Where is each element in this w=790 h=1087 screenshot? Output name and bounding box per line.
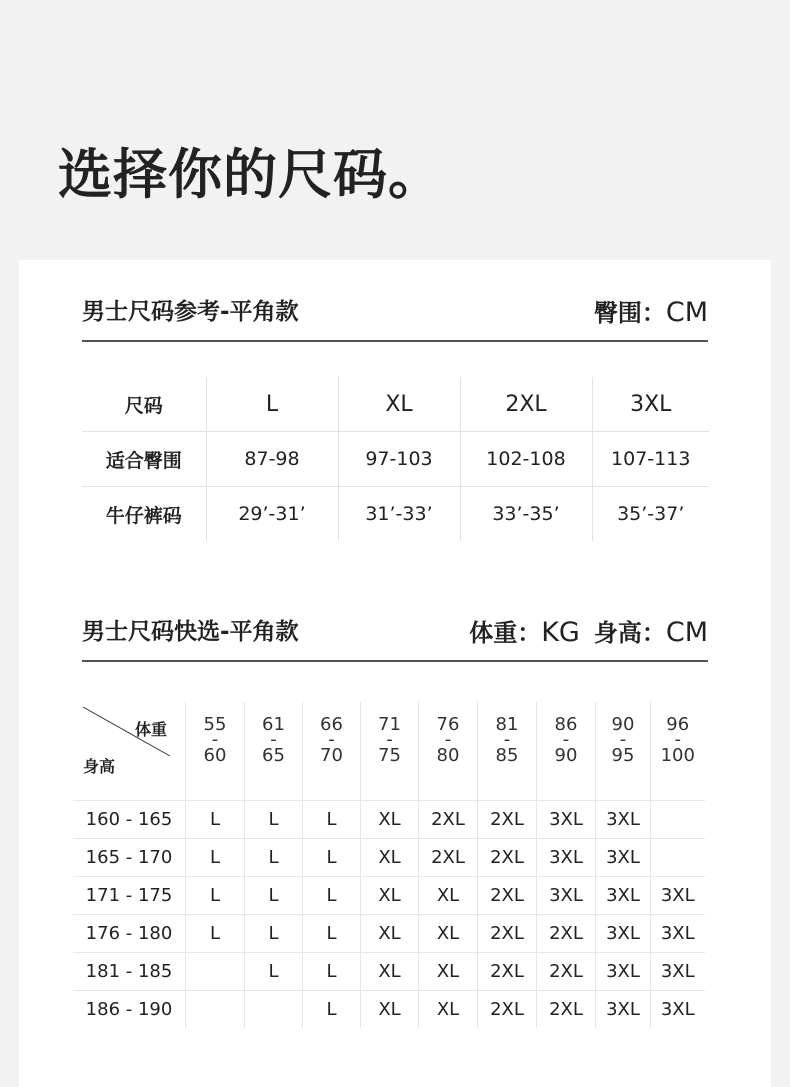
size-cell: 2XL: [478, 801, 537, 839]
size-cell: 3XL: [596, 877, 651, 915]
reference-section-header: [82, 297, 708, 342]
table-cell: 33’-35’: [460, 487, 592, 542]
size-cell: 3XL: [537, 839, 596, 877]
row-label: 适合臀围: [82, 432, 206, 487]
weight-to: 95: [611, 745, 635, 766]
table-cell: 31’-33’: [338, 487, 460, 542]
size-cell: 3XL: [596, 801, 651, 839]
size-cell: 2XL: [478, 877, 537, 915]
size-cell: [186, 991, 245, 1029]
size-cell: L: [186, 801, 245, 839]
table-row: [73, 953, 705, 991]
size-cell: 3XL: [651, 953, 705, 991]
weight-to: 80: [436, 745, 460, 766]
size-cell: XL: [361, 801, 419, 839]
size-cell: 2XL: [537, 991, 596, 1029]
table-cell: 107-113: [592, 432, 709, 487]
size-cell: L: [245, 915, 303, 953]
weight-to: 90: [554, 745, 578, 766]
size-cell: L: [186, 839, 245, 877]
height-range-cell: 165 - 170: [73, 839, 186, 877]
table-row: [82, 487, 709, 542]
size-cell: 2XL: [478, 991, 537, 1029]
size-cell: 2XL: [478, 839, 537, 877]
weight-range-cell: 55 - 60: [186, 702, 245, 801]
quick-title: 男士尺码快选-平角款: [82, 619, 299, 645]
size-cell: 3XL: [651, 915, 705, 953]
weight-to: 60: [203, 745, 227, 766]
weight-range-cell: 96 - 100: [651, 702, 705, 801]
weight-to: 75: [378, 745, 401, 766]
size-cell: L: [303, 801, 361, 839]
weight-to: 85: [495, 745, 519, 766]
size-cell: 2XL: [478, 953, 537, 991]
diagonal-divider: [73, 702, 185, 800]
weight-from: 81: [495, 714, 519, 735]
size-reference-table: [82, 377, 709, 541]
quick-units: [469, 613, 708, 648]
quick-section-header: [82, 617, 708, 662]
header-cell: XL: [338, 377, 460, 432]
corner-weight-label: 体重: [135, 720, 168, 739]
size-cell: XL: [361, 877, 419, 915]
size-cell: 2XL: [537, 953, 596, 991]
size-cell: L: [186, 915, 245, 953]
weight-to: 70: [320, 745, 343, 766]
size-cell: 3XL: [537, 877, 596, 915]
size-cell: XL: [419, 915, 478, 953]
size-cell: 3XL: [596, 953, 651, 991]
weight-from: 71: [378, 714, 401, 735]
corner-height-label: 身高: [83, 757, 116, 776]
table-row: [73, 991, 705, 1029]
reference-title: 男士尺码参考-平角款: [82, 299, 299, 325]
height-range-cell: 160 - 165: [73, 801, 186, 839]
weight-from: 76: [436, 714, 460, 735]
size-cell: 2XL: [419, 801, 478, 839]
weight-from: 86: [554, 714, 578, 735]
size-cell: 3XL: [596, 915, 651, 953]
row-label: 牛仔裤码: [82, 487, 206, 542]
table-cell: 29’-31’: [206, 487, 338, 542]
size-cell: [651, 839, 705, 877]
weight-from: 66: [320, 714, 343, 735]
weight-range-cell: 66 - 70: [303, 702, 361, 801]
size-cell: XL: [361, 953, 419, 991]
corner-cell: [73, 702, 186, 801]
table-row: [73, 877, 705, 915]
size-cell: L: [245, 877, 303, 915]
table-row: [73, 915, 705, 953]
weight-range-cell: 76 - 80: [419, 702, 478, 801]
table-row: [82, 432, 709, 487]
table-cell: 35’-37’: [592, 487, 709, 542]
size-cell: 3XL: [537, 801, 596, 839]
size-cell: XL: [419, 877, 478, 915]
size-cell: [651, 801, 705, 839]
height-range-cell: 176 - 180: [73, 915, 186, 953]
weight-unit-value: KG: [541, 617, 580, 648]
height-unit-label: 身高：: [593, 619, 666, 647]
weight-range-cell: 61 - 65: [245, 702, 303, 801]
size-cell: 2XL: [419, 839, 478, 877]
size-cell: 2XL: [537, 915, 596, 953]
table-header-row: [82, 377, 709, 432]
size-cell: L: [245, 953, 303, 991]
weight-unit-label: 体重：: [469, 619, 542, 647]
weight-range-cell: 71 - 75: [361, 702, 419, 801]
size-quick-select-table: [73, 702, 705, 1028]
weight-header-row: [73, 702, 705, 801]
reference-unit-value: CM: [665, 297, 708, 328]
height-unit-value: CM: [665, 617, 708, 648]
weight-from: 96: [666, 714, 690, 735]
size-cell: 2XL: [478, 915, 537, 953]
size-cell: L: [245, 801, 303, 839]
size-cell: L: [186, 877, 245, 915]
size-cell: L: [303, 877, 361, 915]
size-cell: 3XL: [596, 991, 651, 1029]
size-cell: L: [303, 915, 361, 953]
size-cell: L: [303, 991, 361, 1029]
weight-from: 55: [203, 714, 227, 735]
size-cell: [186, 953, 245, 991]
page-title: 选择你的尺码。: [58, 143, 443, 206]
table-cell: 87-98: [206, 432, 338, 487]
header-cell: 3XL: [592, 377, 709, 432]
table-row: [73, 839, 705, 877]
size-cell: 3XL: [651, 991, 705, 1029]
weight-from: 90: [611, 714, 635, 735]
weight-from: 61: [262, 714, 285, 735]
size-cell: XL: [361, 991, 419, 1029]
table-cell: 97-103: [338, 432, 460, 487]
reference-unit-label: 臀围：: [593, 299, 666, 327]
size-cell: L: [303, 953, 361, 991]
weight-range-cell: 90 - 95: [596, 702, 651, 801]
header-cell: 尺码: [124, 394, 163, 417]
size-guide-card: [19, 260, 771, 1087]
size-cell: 3XL: [596, 839, 651, 877]
quick-table-body: [73, 801, 705, 1029]
table-cell: 102-108: [460, 432, 592, 487]
height-range-cell: 171 - 175: [73, 877, 186, 915]
reference-unit: [594, 293, 708, 328]
size-cell: [245, 991, 303, 1029]
header-cell: L: [206, 377, 338, 432]
size-cell: XL: [419, 953, 478, 991]
weight-range-cell: 86 - 90: [537, 702, 596, 801]
weight-to: 65: [262, 745, 285, 766]
size-cell: L: [245, 839, 303, 877]
weight-range-cell: 81 - 85: [478, 702, 537, 801]
header-cell: 2XL: [460, 377, 592, 432]
size-cell: XL: [361, 839, 419, 877]
size-cell: L: [303, 839, 361, 877]
size-cell: XL: [361, 915, 419, 953]
height-range-cell: 181 - 185: [73, 953, 186, 991]
size-cell: 3XL: [651, 877, 705, 915]
size-cell: XL: [419, 991, 478, 1029]
table-row: [73, 801, 705, 839]
weight-to: 100: [660, 745, 695, 766]
height-range-cell: 186 - 190: [73, 991, 186, 1029]
